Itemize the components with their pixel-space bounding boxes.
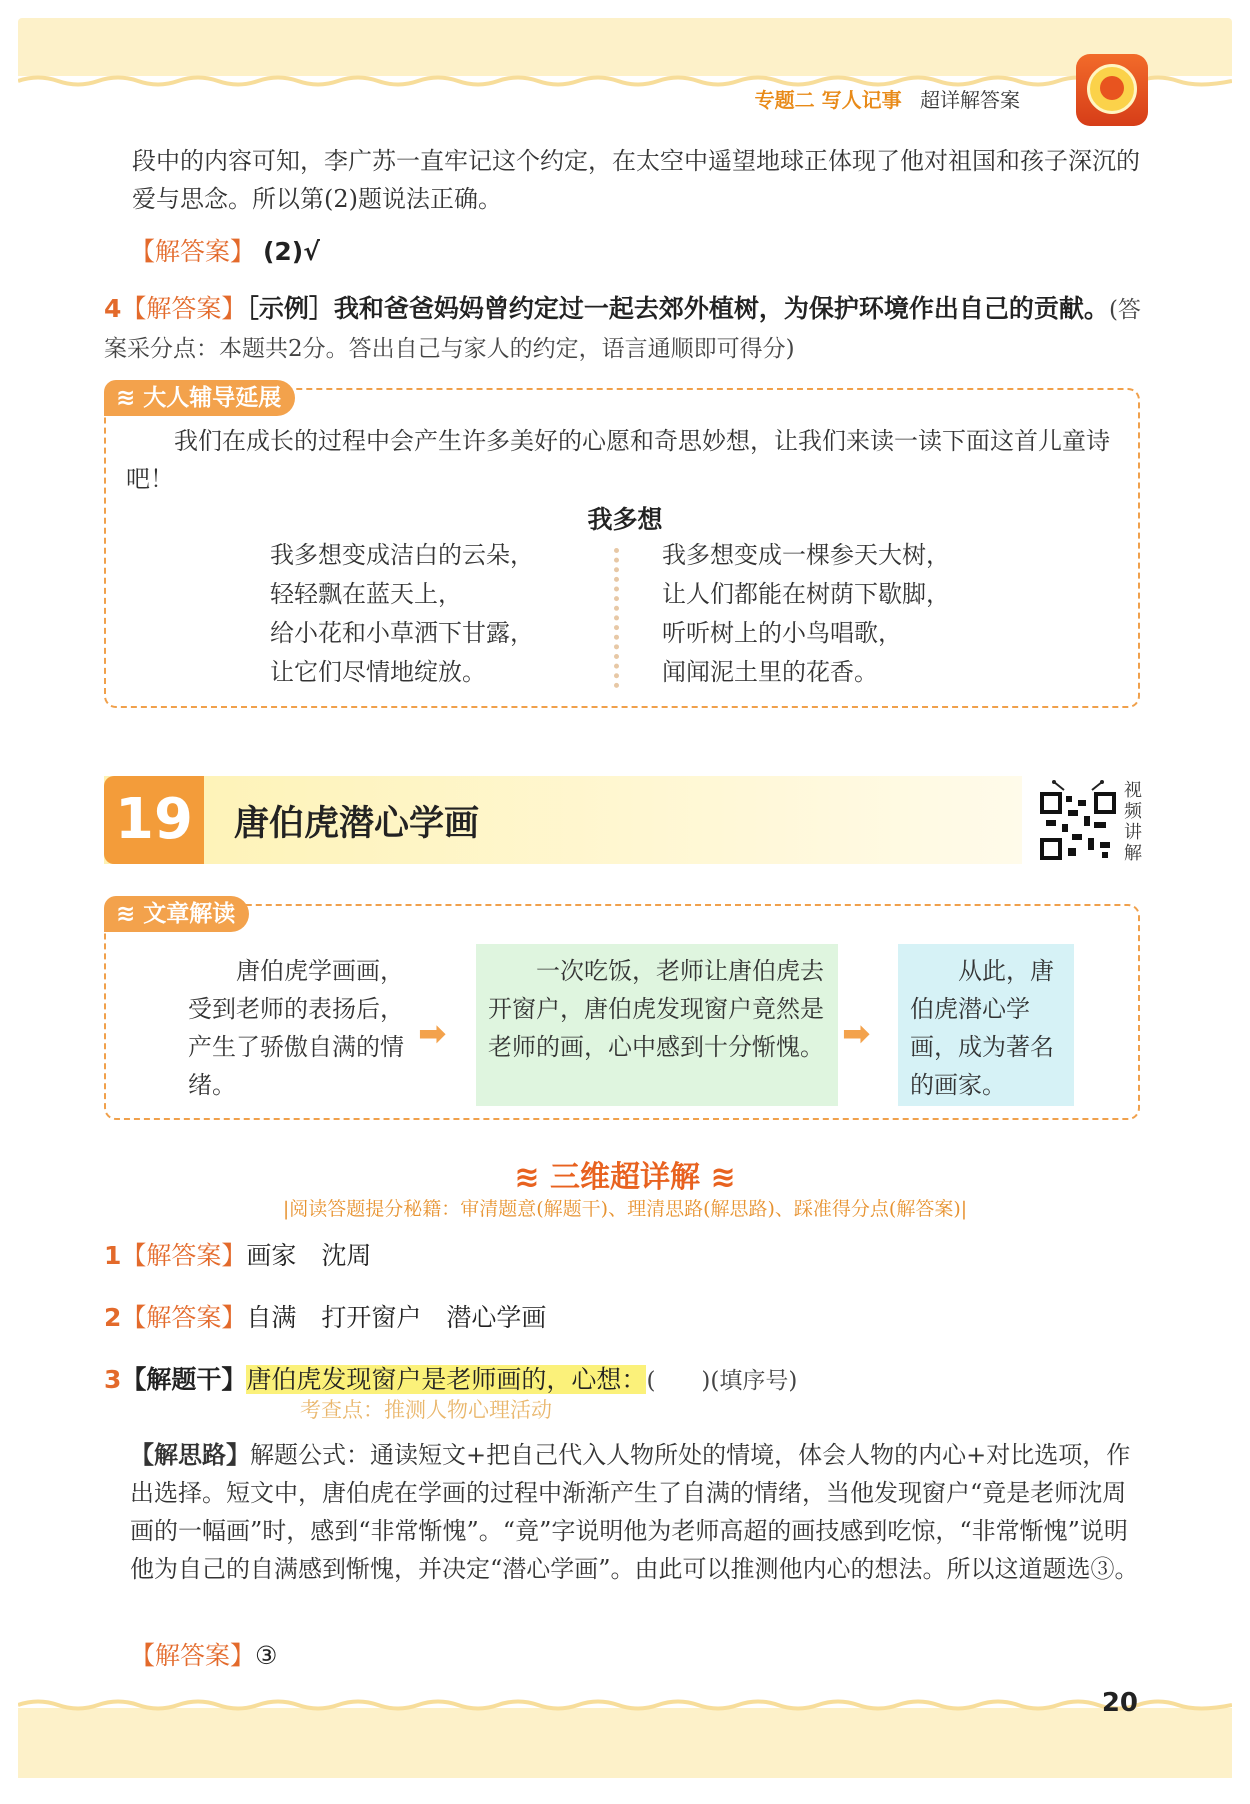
think-text: 解题公式：通读短文+把自己代入人物所处的情境，体会人物的内心+对比选项，作出选择。短文中，唐伯虎在学画的过程中渐渐产生了自满的情绪，当他发现窗户“竟是老师沈周画的一幅画”时，感到“非常惭愧”。“竟”字说明他为老师高超的画技感到吃惊，“非常惭愧”说明他为自己的自满感到惭愧，并决定“潜心学画”。由此可以推测他内心的想法。所以这道题选③。 xyxy=(130,1441,1139,1583)
answer-row-3 xyxy=(130,1636,277,1672)
question-4 xyxy=(104,290,1144,368)
section-subtitle: |阅读答题提分秘籍：审清题意(解题干)、理清思路(解思路)、踩准得分点(解答案)| xyxy=(282,1198,968,1220)
qr-code-icon[interactable] xyxy=(1038,780,1118,862)
lesson-number: 19 xyxy=(104,776,204,864)
brand-logo-icon xyxy=(1076,54,1148,126)
question-number: 1 xyxy=(104,1241,122,1270)
poem-line: 我多想变成洁白的云朵， xyxy=(270,541,534,569)
solution-thinking xyxy=(130,1436,1142,1588)
reading-tag: ≋ 文章解读 xyxy=(104,896,249,932)
poem-line: 听听树上的小鸟唱歌， xyxy=(662,619,902,647)
stem-label: 【解题干】 xyxy=(121,1365,247,1394)
extension-tag: ≋ 大人辅导延展 xyxy=(104,380,295,416)
top-banner xyxy=(18,18,1232,76)
examination-point-note: 考查点：推测人物心理活动 xyxy=(300,1398,552,1422)
poem-left-column xyxy=(270,536,534,692)
question-number: 4 xyxy=(104,294,122,323)
poem-line: 轻轻飘在蓝天上， xyxy=(270,580,462,608)
question-number: 3 xyxy=(104,1365,122,1394)
think-label: 【解思路】 xyxy=(130,1441,250,1469)
page-header xyxy=(755,84,1020,113)
poem-divider xyxy=(614,548,619,688)
poem-right-column xyxy=(662,536,950,692)
poem-line: 闻闻泥土里的花香。 xyxy=(662,658,878,686)
answer-blank: ( )(填序号) xyxy=(646,1368,798,1394)
scoring-note: (答案采分点：本题共2分。答出自己与家人的约定，语言通顺即可得分) xyxy=(104,297,1141,362)
wave-lines-icon: ≋ xyxy=(116,901,136,927)
flow-box-2: 一次吃饭，老师让唐伯虎去开窗户，唐伯虎发现窗户竟然是老师的画，心中感到十分惭愧。 xyxy=(476,944,838,1106)
question-number: 2 xyxy=(104,1303,122,1332)
continuation-paragraph: 段中的内容可知，李广苏一直牢记这个约定，在太空中遥望地球正体现了他对祖国和孩子深沉的爱与思念。所以第(2)题说法正确。 xyxy=(132,147,1140,213)
bottom-banner xyxy=(18,1708,1232,1778)
answer-text: 自满 打开窗户 潜心学画 xyxy=(246,1303,547,1332)
answer-label: 【解答案】 xyxy=(121,294,247,323)
answer-label: 【解答案】 xyxy=(121,1241,247,1270)
flow-arrow-icon: ➡ xyxy=(842,1014,871,1054)
answer-row-1 xyxy=(104,1236,371,1272)
answer-text: 画家 沈周 xyxy=(246,1241,372,1270)
answer-text: ［示例］我和爸爸妈妈曾约定过一起去郊外植树，为保护环境作出自己的贡献。 xyxy=(246,294,1109,323)
header-topic: 专题二 写人记事 xyxy=(754,88,902,112)
poem-title: 我多想 xyxy=(587,505,663,534)
wave-decoration xyxy=(18,74,1232,88)
answer-label: 【解答案】 xyxy=(130,237,256,266)
poem-line: 我多想变成一棵参天大树， xyxy=(662,541,950,569)
answer-label: 【解答案】 xyxy=(121,1303,247,1332)
answer-row-2 xyxy=(104,1298,546,1334)
flow-box-3: 从此，唐伯虎潜心学画，成为著名的画家。 xyxy=(898,944,1074,1106)
stem-text: 唐伯虎发现窗户是老师画的，心想： xyxy=(246,1365,647,1394)
lesson-title: 唐伯虎潜心学画 xyxy=(234,804,480,844)
extension-intro: 我们在成长的过程中会产生许多美好的心愿和奇思妙想，让我们来读一读下面这首儿童诗吧！ xyxy=(126,427,1110,493)
flow-arrow-icon: ➡ xyxy=(418,1014,447,1054)
poem-line: 给小花和小草洒下甘露， xyxy=(270,619,534,647)
answer-label: 【解答案】 xyxy=(130,1641,256,1670)
qr-label: 视频讲解 xyxy=(1124,780,1142,864)
wave-lines-icon: ≋ xyxy=(116,385,136,411)
flow-box-1: 唐伯虎学画画，受到老师的表扬后，产生了骄傲自满的情绪。 xyxy=(188,957,404,1099)
wave-decoration xyxy=(18,1698,1232,1712)
answer-text: ③ xyxy=(255,1641,278,1670)
question-3-stem xyxy=(104,1360,797,1396)
section-title: ≋ 三维超详解 ≋ xyxy=(514,1160,736,1195)
poem-line: 让它们尽情地绽放。 xyxy=(270,658,486,686)
header-tag: 超详解答案 xyxy=(920,88,1020,112)
page-number: 20 xyxy=(1101,1688,1138,1718)
answer-line-prev xyxy=(130,232,320,268)
answer-value: (2)√ xyxy=(262,237,320,266)
poem-line: 让人们都能在树荫下歇脚， xyxy=(662,580,950,608)
